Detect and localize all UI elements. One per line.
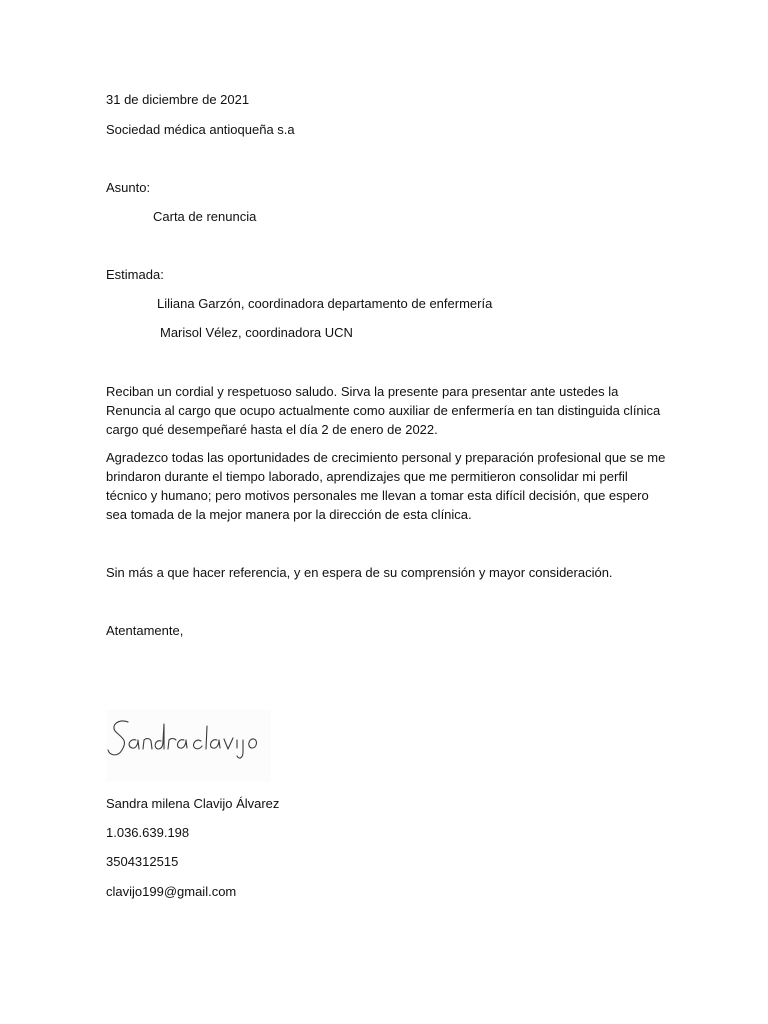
signature-drawing	[106, 710, 271, 782]
letter-date: 31 de diciembre de 2021	[106, 92, 250, 107]
body-paragraph-2: Agradezco todas las oportunidades de crecimiento personal y preparación profesional que se me brindaron durante el tiempo laborado, aprendizajes que me permitieron consolidar mi perfil técnico y humano; pero motivos personales me llevan a tomar esta difícil decisión, que espero sea tomada de la mejor manera por la dirección de esta clínica.	[106, 450, 666, 522]
recipient-1: Liliana Garzón, coordinadora departamento de enfermería	[157, 296, 493, 311]
salutation: Estimada:	[106, 267, 164, 282]
recipient-2: Marisol Vélez, coordinadora UCN	[160, 325, 353, 340]
sender-email: clavijo199@gmail.com	[106, 884, 237, 899]
body-paragraph-3: Sin más a que hacer referencia, y en espera de su comprensión y mayor consideración.	[106, 565, 613, 580]
closing: Atentamente,	[106, 623, 184, 638]
subject-label: Asunto:	[106, 180, 151, 195]
handwritten-signature	[106, 710, 271, 782]
subject-text: Carta de renuncia	[153, 209, 257, 224]
body-paragraph-1: Reciban un cordial y respetuoso saludo. Sirva la presente para presentar ante ustedes la Renuncia al cargo que ocupo actualmente como auxiliar de enfermería en tan distinguida clínica cargo qué desempeñaré hasta el día 2 de enero de 2022.	[106, 384, 661, 437]
sender-name: Sandra milena Clavijo Álvarez	[106, 796, 280, 811]
company-name: Sociedad médica antioqueña s.a	[106, 122, 295, 137]
sender-phone: 3504312515	[106, 854, 179, 869]
sender-id-number: 1.036.639.198	[106, 825, 190, 840]
